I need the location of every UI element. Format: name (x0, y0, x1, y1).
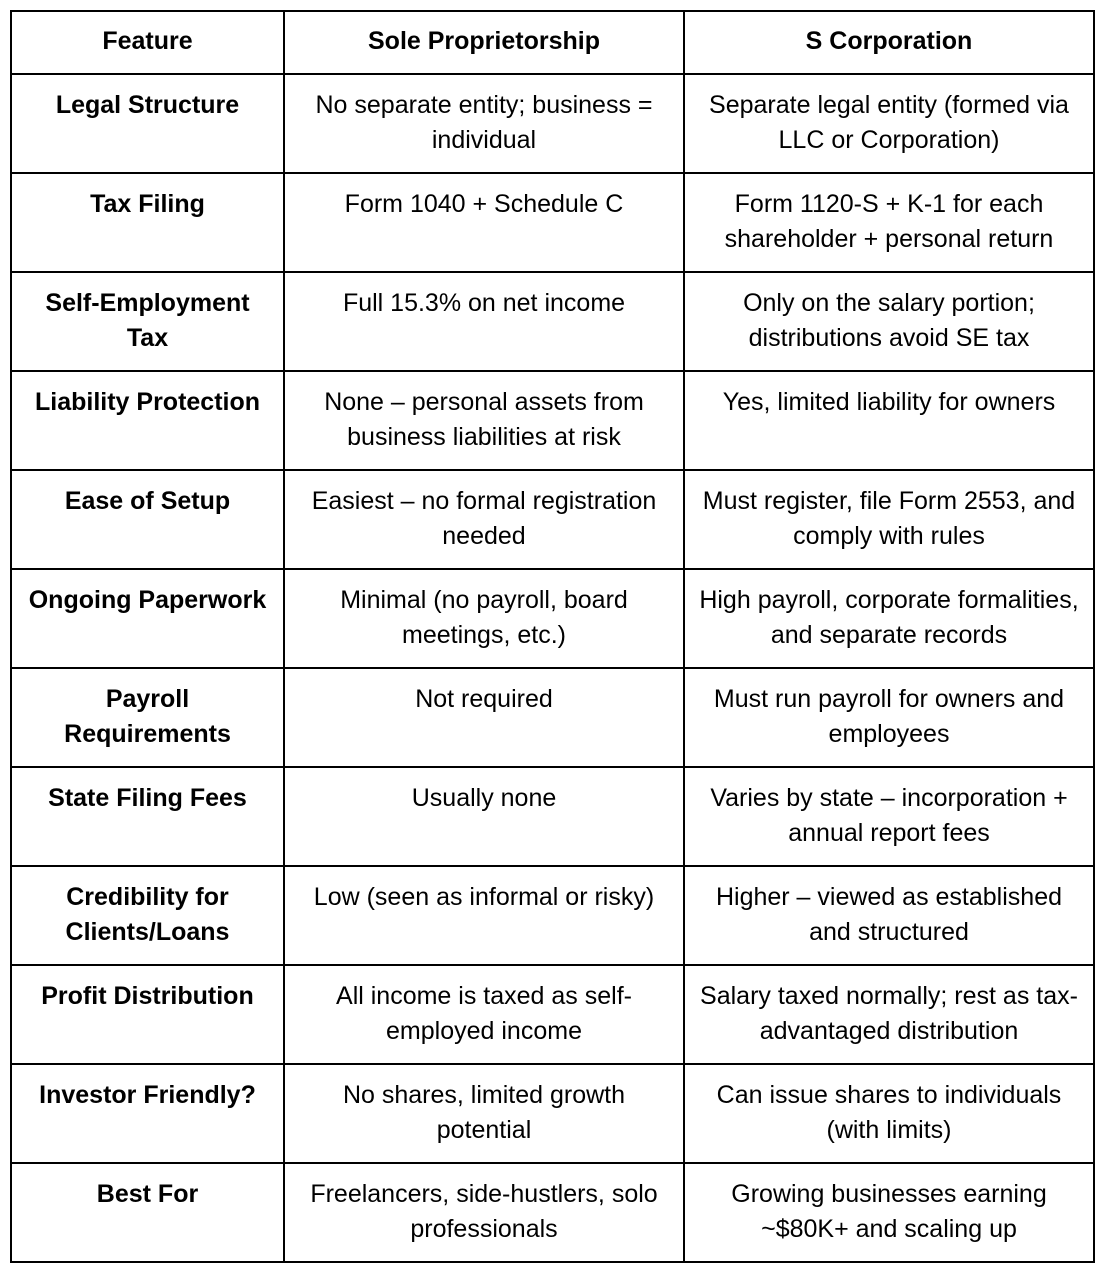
s-corporation-cell: Varies by state – incorporation + annual report fees (684, 767, 1094, 866)
s-corporation-cell: Growing businesses earning ~$80K+ and scaling up (684, 1163, 1094, 1262)
feature-cell: Payroll Requirements (11, 668, 284, 767)
table-header-row (11, 11, 1094, 74)
table-row (11, 272, 1094, 371)
sole-proprietorship-cell: No separate entity; business = individual (284, 74, 684, 173)
comparison-table (10, 10, 1095, 1263)
table-row (11, 74, 1094, 173)
table-row (11, 866, 1094, 965)
sole-proprietorship-cell: Easiest – no formal registration needed (284, 470, 684, 569)
s-corporation-cell: Can issue shares to individuals (with limits) (684, 1064, 1094, 1163)
table-row (11, 569, 1094, 668)
feature-cell: Liability Protection (11, 371, 284, 470)
sole-proprietorship-cell: Usually none (284, 767, 684, 866)
table-row (11, 965, 1094, 1064)
s-corporation-cell: High payroll, corporate formalities, and separate records (684, 569, 1094, 668)
feature-cell: Legal Structure (11, 74, 284, 173)
table-row (11, 371, 1094, 470)
sole-proprietorship-cell: Minimal (no payroll, board meetings, etc.) (284, 569, 684, 668)
s-corporation-cell: Higher – viewed as established and structured (684, 866, 1094, 965)
s-corporation-cell: Must run payroll for owners and employees (684, 668, 1094, 767)
header-s-corporation: S Corporation (684, 11, 1094, 74)
s-corporation-cell: Salary taxed normally; rest as tax-advantaged distribution (684, 965, 1094, 1064)
feature-cell: Ease of Setup (11, 470, 284, 569)
table-row (11, 1064, 1094, 1163)
table-row (11, 1163, 1094, 1262)
header-sole-proprietorship: Sole Proprietorship (284, 11, 684, 74)
table-row (11, 173, 1094, 272)
sole-proprietorship-cell: All income is taxed as self-employed income (284, 965, 684, 1064)
table-row (11, 767, 1094, 866)
feature-cell: Tax Filing (11, 173, 284, 272)
sole-proprietorship-cell: No shares, limited growth potential (284, 1064, 684, 1163)
feature-cell: Profit Distribution (11, 965, 284, 1064)
feature-cell: State Filing Fees (11, 767, 284, 866)
sole-proprietorship-cell: None – personal assets from business liabilities at risk (284, 371, 684, 470)
s-corporation-cell: Only on the salary portion; distributions avoid SE tax (684, 272, 1094, 371)
feature-cell: Investor Friendly? (11, 1064, 284, 1163)
sole-proprietorship-cell: Full 15.3% on net income (284, 272, 684, 371)
s-corporation-cell: Form 1120-S + K-1 for each shareholder + personal return (684, 173, 1094, 272)
sole-proprietorship-cell: Low (seen as informal or risky) (284, 866, 684, 965)
header-feature: Feature (11, 11, 284, 74)
feature-cell: Self-Employment Tax (11, 272, 284, 371)
sole-proprietorship-cell: Form 1040 + Schedule C (284, 173, 684, 272)
sole-proprietorship-cell: Not required (284, 668, 684, 767)
sole-proprietorship-cell: Freelancers, side-hustlers, solo professionals (284, 1163, 684, 1262)
feature-cell: Best For (11, 1163, 284, 1262)
s-corporation-cell: Separate legal entity (formed via LLC or Corporation) (684, 74, 1094, 173)
s-corporation-cell: Yes, limited liability for owners (684, 371, 1094, 470)
feature-cell: Ongoing Paperwork (11, 569, 284, 668)
s-corporation-cell: Must register, file Form 2553, and comply with rules (684, 470, 1094, 569)
table-row (11, 668, 1094, 767)
table-row (11, 470, 1094, 569)
feature-cell: Credibility for Clients/Loans (11, 866, 284, 965)
